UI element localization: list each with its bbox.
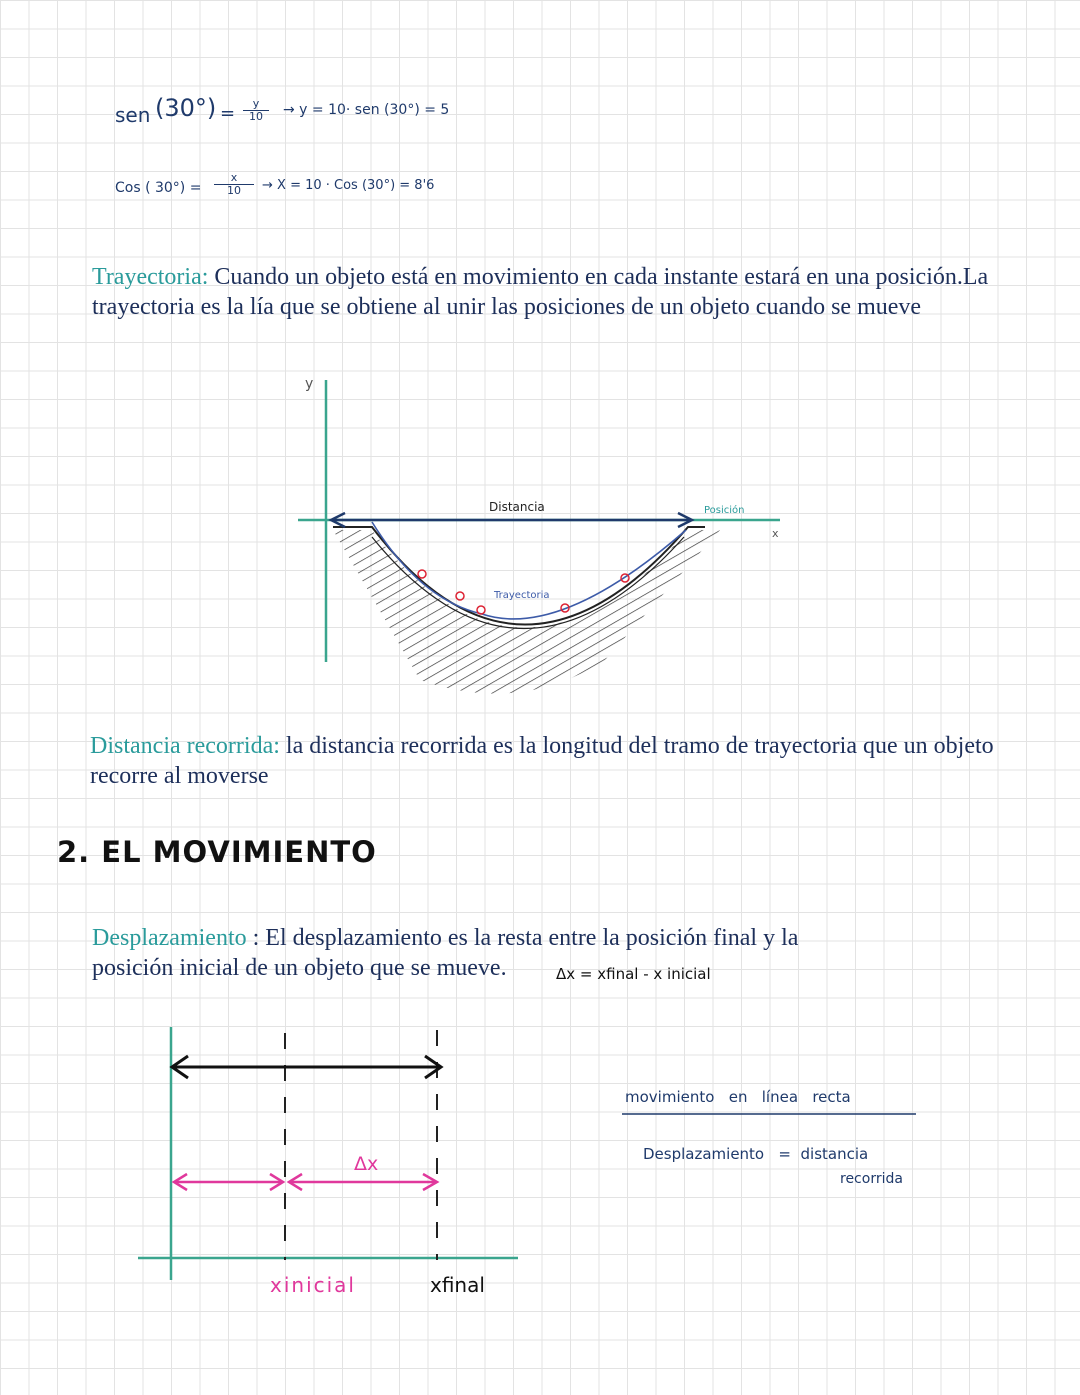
section-title: 2. EL MOVIMIENTO [57,835,377,869]
note-line2: recorrida [840,1171,903,1187]
note-line1: Desplazamiento = distancia [643,1145,869,1163]
xinicial-label: xinicial [270,1273,356,1297]
cos-fraction-denominator: 10 [227,184,241,197]
sen-angle: (30°) [155,94,217,122]
distancia-term: Distancia recorrida: [90,733,280,759]
distance-label: Distancia [489,500,545,514]
desplazamiento-term: Desplazamiento [92,925,247,951]
xfinal-label: xfinal [430,1273,485,1297]
trayectoria-text: Cuando un objeto está en movimiento en cada instante estará en una posición.La trayectoria es la lía que se obtiene al unir las posiciones de un objeto cuando se mueve [92,264,989,320]
sen-label: sen [115,103,151,127]
sen-equals: = [220,103,236,124]
trajectory-label: Trayectoria [494,590,550,601]
distancia-text: la distancia recorrida es la longitud del tramo de trayectoria que un objeto recorre al moverse [90,733,994,789]
cos-result: → X = 10 · Cos (30°) = 8'6 [262,178,435,193]
note-heading: movimiento en línea recta [625,1088,851,1106]
sen-fraction-numerator: y [252,97,260,110]
position-label: Posición [704,505,745,516]
sen-fraction-denominator: 10 [249,110,263,123]
cos-label: Cos ( 30°) = [115,180,202,196]
sen-result: → y = 10· sen (30°) = 5 [283,102,450,118]
trayectoria-term: Trayectoria: [92,264,209,290]
delta-x-label: Δx [354,1153,379,1175]
displacement-formula: Δx = xfinal - x inicial [556,965,711,983]
desplazamiento-text: : El desplazamiento es la resta entre la posición final y la posición inicial de un objeto que se mueve. [92,925,799,981]
cos-fraction-numerator: x [230,171,238,184]
y-axis-label: y [305,376,314,392]
x-axis-label: x [772,527,779,540]
